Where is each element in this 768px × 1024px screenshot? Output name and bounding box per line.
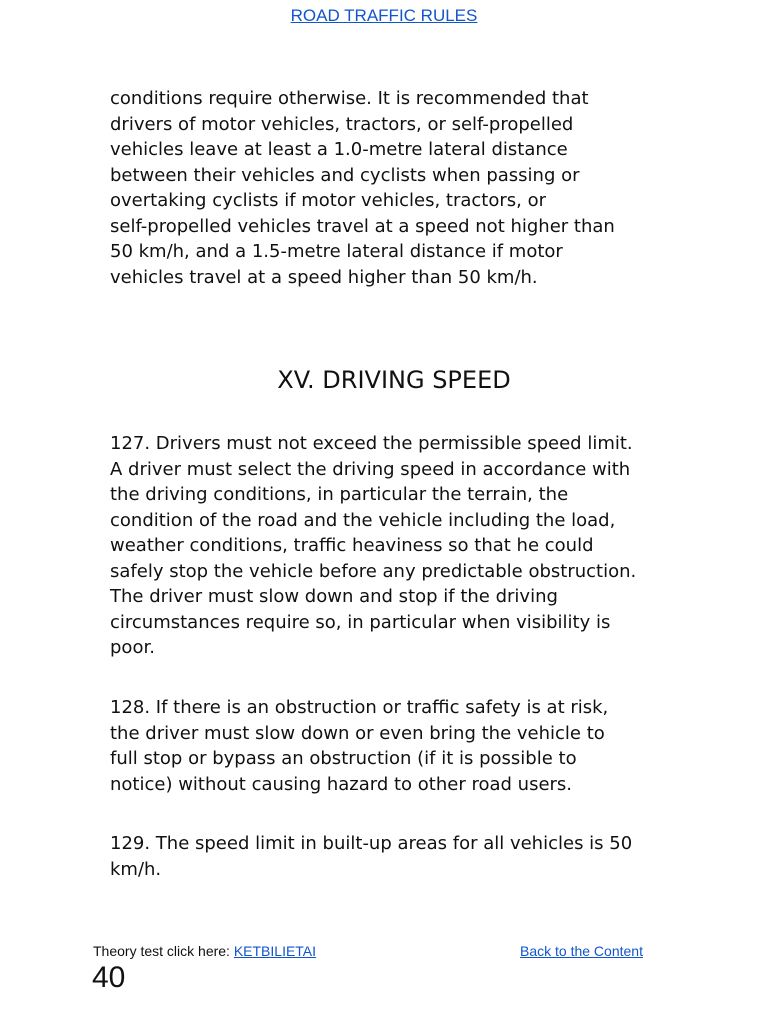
header-title-link[interactable]: ROAD TRAFFIC RULES — [290, 6, 478, 25]
page-header — [0, 6, 768, 26]
page-number: 40 — [92, 961, 126, 994]
ketbilietai-link[interactable]: KETBILIETAI — [233, 943, 317, 959]
back-to-content-link[interactable]: Back to the Content — [520, 943, 643, 959]
continued-paragraph: conditions require otherwise. It is recommended that drivers of motor vehicles, tractors, or self-propelled vehicles leave at least a 1.0-metre lateral distance between their vehicles and cyclists when passing or overtaking cyclists if motor vehicles, tractors, or self-propelled vehicles travel at a speed not higher than 50 km/h, and a 1.5-metre lateral distance if motor vehicles travel at a speed higher than 50 km/h. — [110, 88, 615, 288]
section-heading: XV. DRIVING SPEED — [277, 366, 511, 394]
theory-test-label: Theory test click here: — [93, 943, 234, 959]
theory-test-line — [93, 942, 316, 960]
paragraph-128: 128. If there is an obstruction or traffic safety is at risk, the driver must slow down or even bring the vehicle to full stop or bypass an obstruction (if it is possible to notice) without causing hazard to other road users. — [110, 697, 609, 795]
paragraph-127: 127. Drivers must not exceed the permissible speed limit. A driver must select the driving speed in accordance with the driving conditions, in particular the terrain, the condition of the road and the vehicle including the load, weather conditions, traffic heaviness so that he could safely stop the vehicle before any predictable obstruction. The driver must slow down and stop if the driving circumstances require so, in particular when visibility is poor. — [110, 433, 637, 658]
paragraph-129: 129. The speed limit in built-up areas for all vehicles is 50 km/h. — [110, 833, 633, 880]
